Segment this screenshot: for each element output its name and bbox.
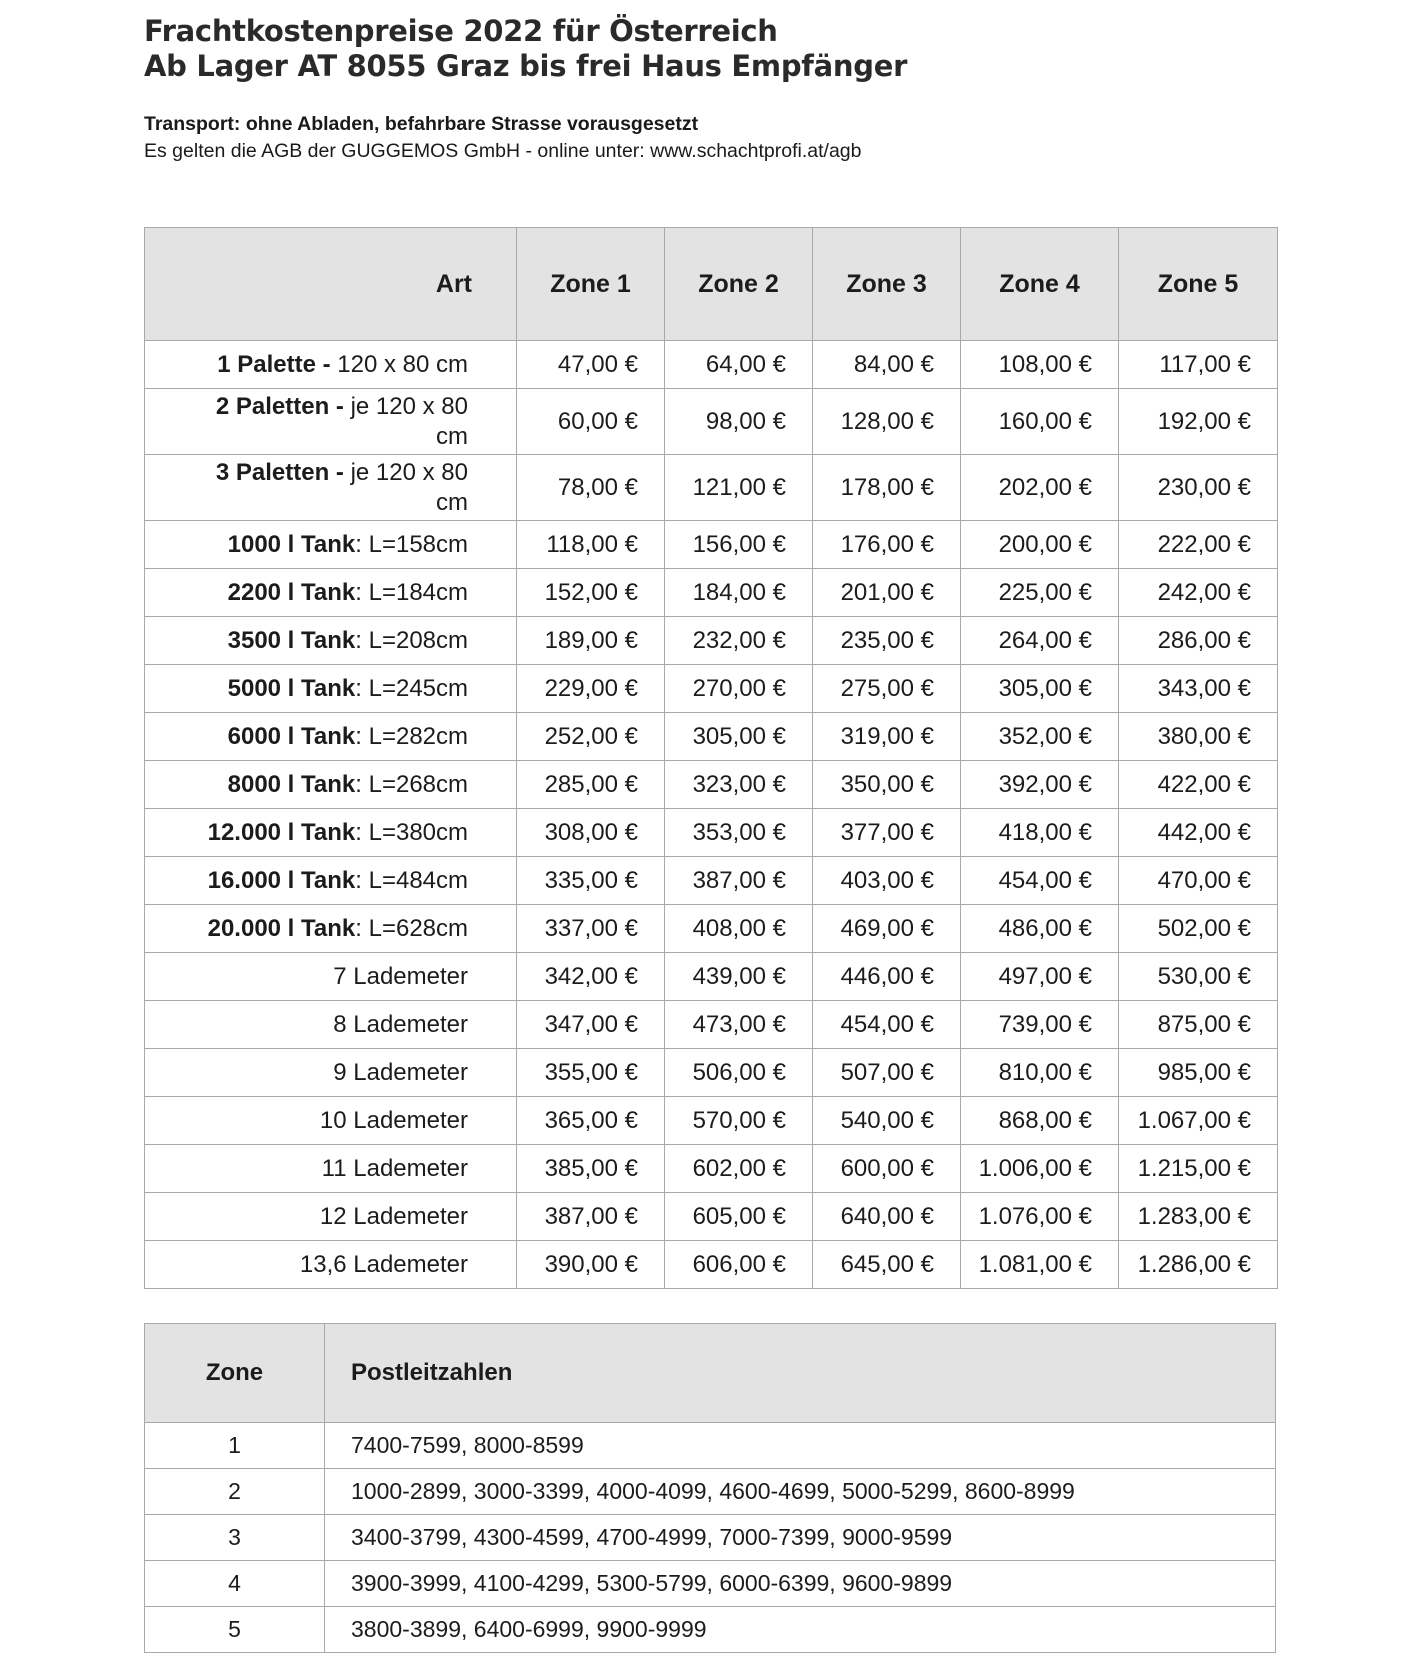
price-cell-zone-1: 347,00 €: [517, 1001, 665, 1049]
price-cell-zone-5: 875,00 €: [1119, 1001, 1278, 1049]
article-label-bold: 16.000 l Tank: [207, 866, 356, 894]
price-cell-zone-4: 1.081,00 €: [961, 1241, 1119, 1289]
article-label: [145, 1241, 517, 1289]
price-cell-zone-1: 118,00 €: [517, 521, 665, 569]
price-cell-zone-2: 232,00 €: [665, 617, 813, 665]
zone-number-cell: 3: [145, 1515, 325, 1561]
price-cell-zone-1: 78,00 €: [517, 455, 665, 521]
price-cell-zone-5: 286,00 €: [1119, 617, 1278, 665]
column-header-art: Art: [145, 228, 517, 341]
price-cell-zone-2: 605,00 €: [665, 1193, 813, 1241]
column-header-postleitzahlen: Postleitzahlen: [325, 1324, 1276, 1423]
price-cell-zone-2: 323,00 €: [665, 761, 813, 809]
price-cell-zone-4: 739,00 €: [961, 1001, 1119, 1049]
price-row: [145, 1193, 1278, 1241]
article-label-detail: 10 Lademeter: [319, 1106, 468, 1134]
price-cell-zone-4: 264,00 €: [961, 617, 1119, 665]
article-label: [145, 1145, 517, 1193]
price-cell-zone-1: 335,00 €: [517, 857, 665, 905]
zone-row: [145, 1469, 1276, 1515]
column-header-zone-1: Zone 1: [517, 228, 665, 341]
price-cell-zone-3: 235,00 €: [813, 617, 961, 665]
article-label-detail: : L=245cm: [355, 674, 468, 702]
price-cell-zone-2: 184,00 €: [665, 569, 813, 617]
article-label: [145, 455, 517, 521]
price-cell-zone-3: 507,00 €: [813, 1049, 961, 1097]
article-label-bold: 6000 l Tank: [227, 722, 356, 750]
price-row: [145, 905, 1278, 953]
price-cell-zone-1: 229,00 €: [517, 665, 665, 713]
price-cell-zone-3: 319,00 €: [813, 713, 961, 761]
price-cell-zone-5: 1.286,00 €: [1119, 1241, 1278, 1289]
price-cell-zone-4: 108,00 €: [961, 341, 1119, 389]
price-cell-zone-1: 189,00 €: [517, 617, 665, 665]
price-row: [145, 857, 1278, 905]
column-header-zone-3: Zone 3: [813, 228, 961, 341]
zone-table-header-row: [145, 1324, 1276, 1423]
article-label-detail: 12 Lademeter: [319, 1202, 468, 1230]
column-header-zone: Zone: [145, 1324, 325, 1423]
price-cell-zone-1: 342,00 €: [517, 953, 665, 1001]
price-cell-zone-5: 1.067,00 €: [1119, 1097, 1278, 1145]
price-cell-zone-2: 606,00 €: [665, 1241, 813, 1289]
price-cell-zone-3: 377,00 €: [813, 809, 961, 857]
price-cell-zone-5: 242,00 €: [1119, 569, 1278, 617]
price-cell-zone-3: 350,00 €: [813, 761, 961, 809]
price-row: [145, 1001, 1278, 1049]
article-label-detail: : L=628cm: [355, 914, 468, 942]
article-label-bold: 1000 l Tank: [227, 530, 356, 558]
price-table-header-row: [145, 228, 1278, 341]
price-row: [145, 665, 1278, 713]
price-cell-zone-2: 270,00 €: [665, 665, 813, 713]
price-cell-zone-4: 497,00 €: [961, 953, 1119, 1001]
article-label-detail: je 120 x 80 cm: [350, 392, 468, 450]
article-label-detail: 120 x 80 cm: [337, 350, 468, 378]
article-label: [145, 953, 517, 1001]
price-cell-zone-3: 454,00 €: [813, 1001, 961, 1049]
price-row: [145, 761, 1278, 809]
price-cell-zone-4: 418,00 €: [961, 809, 1119, 857]
price-cell-zone-3: 128,00 €: [813, 389, 961, 455]
price-cell-zone-2: 473,00 €: [665, 1001, 813, 1049]
price-cell-zone-2: 506,00 €: [665, 1049, 813, 1097]
article-label: [145, 389, 517, 455]
article-label-detail: : L=268cm: [355, 770, 468, 798]
article-label: [145, 857, 517, 905]
price-cell-zone-1: 252,00 €: [517, 713, 665, 761]
price-cell-zone-5: 192,00 €: [1119, 389, 1278, 455]
price-cell-zone-4: 225,00 €: [961, 569, 1119, 617]
price-cell-zone-2: 156,00 €: [665, 521, 813, 569]
article-label-detail: je 120 x 80 cm: [350, 458, 468, 516]
article-label-bold: 12.000 l Tank: [207, 818, 356, 846]
article-label-bold: 3 Paletten -: [215, 458, 351, 486]
price-row: [145, 389, 1278, 455]
price-cell-zone-4: 868,00 €: [961, 1097, 1119, 1145]
postcode-range-cell: 3800-3899, 6400-6999, 9900-9999: [325, 1607, 1276, 1653]
price-cell-zone-5: 422,00 €: [1119, 761, 1278, 809]
price-cell-zone-2: 353,00 €: [665, 809, 813, 857]
price-cell-zone-3: 201,00 €: [813, 569, 961, 617]
article-label-bold: 20.000 l Tank: [207, 914, 356, 942]
article-label-detail: : L=184cm: [355, 578, 468, 606]
price-cell-zone-1: 387,00 €: [517, 1193, 665, 1241]
price-cell-zone-3: 178,00 €: [813, 455, 961, 521]
price-cell-zone-3: 446,00 €: [813, 953, 961, 1001]
price-cell-zone-5: 502,00 €: [1119, 905, 1278, 953]
price-cell-zone-3: 469,00 €: [813, 905, 961, 953]
price-cell-zone-1: 385,00 €: [517, 1145, 665, 1193]
price-cell-zone-2: 98,00 €: [665, 389, 813, 455]
price-cell-zone-1: 337,00 €: [517, 905, 665, 953]
zone-number-cell: 1: [145, 1423, 325, 1469]
column-header-zone-4: Zone 4: [961, 228, 1119, 341]
price-row: [145, 809, 1278, 857]
price-cell-zone-4: 200,00 €: [961, 521, 1119, 569]
price-cell-zone-1: 285,00 €: [517, 761, 665, 809]
price-cell-zone-4: 810,00 €: [961, 1049, 1119, 1097]
price-cell-zone-5: 380,00 €: [1119, 713, 1278, 761]
price-cell-zone-1: 355,00 €: [517, 1049, 665, 1097]
article-label: [145, 1049, 517, 1097]
article-label-detail: 13,6 Lademeter: [299, 1250, 468, 1278]
price-cell-zone-1: 308,00 €: [517, 809, 665, 857]
zone-row: [145, 1423, 1276, 1469]
price-cell-zone-3: 84,00 €: [813, 341, 961, 389]
price-cell-zone-2: 602,00 €: [665, 1145, 813, 1193]
article-label: [145, 665, 517, 713]
article-label-detail: : L=380cm: [355, 818, 468, 846]
price-row: [145, 1145, 1278, 1193]
price-row: [145, 617, 1278, 665]
article-label-detail: : L=484cm: [355, 866, 468, 894]
article-label: [145, 761, 517, 809]
article-label-bold: 3500 l Tank: [227, 626, 356, 654]
price-cell-zone-3: 275,00 €: [813, 665, 961, 713]
article-label-bold: 5000 l Tank: [227, 674, 356, 702]
article-label: [145, 617, 517, 665]
price-cell-zone-4: 305,00 €: [961, 665, 1119, 713]
agb-note: Es gelten die AGB der GUGGEMOS GmbH - online unter: www.schachtprofi.at/agb: [144, 140, 862, 162]
article-label: [145, 1193, 517, 1241]
price-cell-zone-3: 600,00 €: [813, 1145, 961, 1193]
price-cell-zone-5: 1.283,00 €: [1119, 1193, 1278, 1241]
postcode-range-cell: 3400-3799, 4300-4599, 4700-4999, 7000-7399, 9000-9599: [325, 1515, 1276, 1561]
zone-number-cell: 4: [145, 1561, 325, 1607]
article-label-detail: 11 Lademeter: [321, 1154, 468, 1182]
zone-postcode-table: [144, 1323, 1276, 1653]
price-cell-zone-3: 640,00 €: [813, 1193, 961, 1241]
price-cell-zone-5: 343,00 €: [1119, 665, 1278, 713]
price-cell-zone-1: 47,00 €: [517, 341, 665, 389]
price-cell-zone-1: 152,00 €: [517, 569, 665, 617]
price-cell-zone-5: 117,00 €: [1119, 341, 1278, 389]
article-label-detail: 8 Lademeter: [333, 1010, 468, 1038]
price-cell-zone-2: 439,00 €: [665, 953, 813, 1001]
price-row: [145, 713, 1278, 761]
price-row: [145, 1241, 1278, 1289]
article-label-detail: : L=158cm: [355, 530, 468, 558]
article-label-detail: 7 Lademeter: [333, 962, 468, 990]
price-cell-zone-2: 121,00 €: [665, 455, 813, 521]
article-label: [145, 1001, 517, 1049]
column-header-zone-2: Zone 2: [665, 228, 813, 341]
price-cell-zone-5: 470,00 €: [1119, 857, 1278, 905]
freight-price-table: [144, 227, 1278, 1289]
price-cell-zone-5: 222,00 €: [1119, 521, 1278, 569]
article-label: [145, 809, 517, 857]
price-cell-zone-2: 305,00 €: [665, 713, 813, 761]
price-cell-zone-5: 530,00 €: [1119, 953, 1278, 1001]
article-label: [145, 341, 517, 389]
price-row: [145, 569, 1278, 617]
transport-note: Transport: ohne Abladen, befahrbare Strasse vorausgesetzt: [144, 113, 699, 135]
zone-row: [145, 1561, 1276, 1607]
price-row: [145, 1097, 1278, 1145]
zone-number-cell: 2: [145, 1469, 325, 1515]
postcode-range-cell: 3900-3999, 4100-4299, 5300-5799, 6000-6399, 9600-9899: [325, 1561, 1276, 1607]
zone-row: [145, 1607, 1276, 1653]
price-cell-zone-3: 403,00 €: [813, 857, 961, 905]
price-cell-zone-4: 1.076,00 €: [961, 1193, 1119, 1241]
postcode-range-cell: 7400-7599, 8000-8599: [325, 1423, 1276, 1469]
price-cell-zone-5: 230,00 €: [1119, 455, 1278, 521]
price-cell-zone-3: 540,00 €: [813, 1097, 961, 1145]
price-cell-zone-3: 645,00 €: [813, 1241, 961, 1289]
column-header-zone-5: Zone 5: [1119, 228, 1278, 341]
title-line-1: Frachtkostenpreise 2022 für Österreich: [144, 14, 778, 48]
price-row: [145, 455, 1278, 521]
article-label-bold: 1 Palette -: [217, 350, 338, 378]
price-cell-zone-2: 570,00 €: [665, 1097, 813, 1145]
price-cell-zone-5: 985,00 €: [1119, 1049, 1278, 1097]
price-cell-zone-4: 486,00 €: [961, 905, 1119, 953]
price-row: [145, 953, 1278, 1001]
price-row: [145, 521, 1278, 569]
price-cell-zone-1: 365,00 €: [517, 1097, 665, 1145]
page-title: [144, 14, 907, 84]
zone-number-cell: 5: [145, 1607, 325, 1653]
title-line-2: Ab Lager AT 8055 Graz bis frei Haus Empfänger: [144, 49, 908, 83]
article-label-detail: 9 Lademeter: [333, 1058, 468, 1086]
price-cell-zone-3: 176,00 €: [813, 521, 961, 569]
postcode-range-cell: 1000-2899, 3000-3399, 4000-4099, 4600-4699, 5000-5299, 8600-8999: [325, 1469, 1276, 1515]
zone-row: [145, 1515, 1276, 1561]
price-cell-zone-4: 1.006,00 €: [961, 1145, 1119, 1193]
price-cell-zone-4: 454,00 €: [961, 857, 1119, 905]
article-label: [145, 1097, 517, 1145]
article-label-bold: 2 Paletten -: [215, 392, 351, 420]
article-label: [145, 569, 517, 617]
article-label-detail: : L=282cm: [355, 722, 468, 750]
price-cell-zone-5: 442,00 €: [1119, 809, 1278, 857]
article-label-bold: 8000 l Tank: [227, 770, 356, 798]
price-cell-zone-5: 1.215,00 €: [1119, 1145, 1278, 1193]
article-label-detail: : L=208cm: [355, 626, 468, 654]
price-cell-zone-4: 352,00 €: [961, 713, 1119, 761]
price-row: [145, 1049, 1278, 1097]
price-cell-zone-1: 390,00 €: [517, 1241, 665, 1289]
price-row: [145, 341, 1278, 389]
intro-notes: [144, 111, 861, 165]
article-label: [145, 905, 517, 953]
price-cell-zone-4: 202,00 €: [961, 455, 1119, 521]
article-label-bold: 2200 l Tank: [227, 578, 356, 606]
price-cell-zone-2: 387,00 €: [665, 857, 813, 905]
price-cell-zone-4: 160,00 €: [961, 389, 1119, 455]
article-label: [145, 713, 517, 761]
price-cell-zone-4: 392,00 €: [961, 761, 1119, 809]
price-cell-zone-2: 64,00 €: [665, 341, 813, 389]
price-cell-zone-2: 408,00 €: [665, 905, 813, 953]
article-label: [145, 521, 517, 569]
price-cell-zone-1: 60,00 €: [517, 389, 665, 455]
